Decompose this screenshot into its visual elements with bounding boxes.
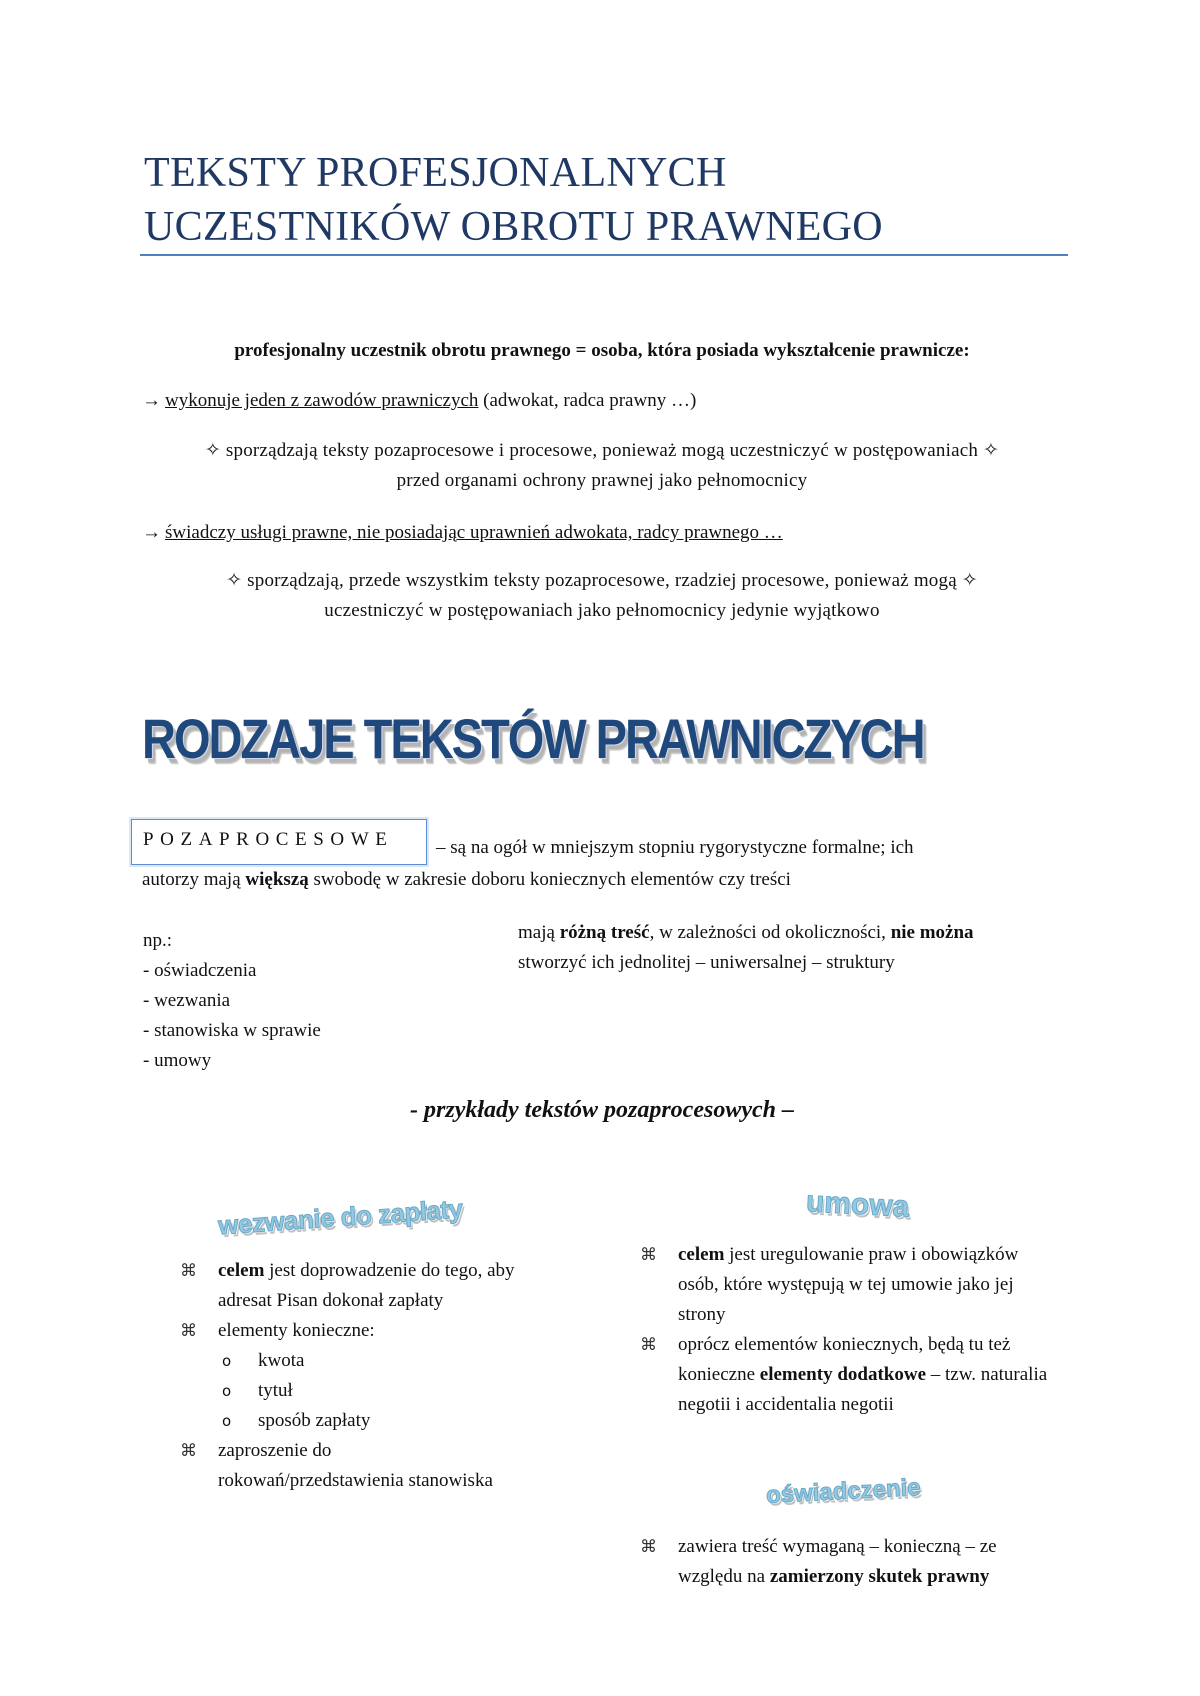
subitem-text: sposób zapłaty (258, 1410, 371, 1431)
section-title-wordart: RODZAJE TEKSTÓW PRAWNICZYCH (142, 707, 924, 770)
wezwanie-sublist (218, 1346, 618, 1436)
umowa-item1-line2: osób, które występują w tej umowie jako jej (678, 1274, 1014, 1295)
bullet-icon: ⌘ (640, 1245, 657, 1265)
sub-bullet-icon: o (222, 1352, 232, 1370)
bullet-icon: ⌘ (180, 1321, 197, 1341)
desc2-text-a: autorzy mają (142, 869, 246, 890)
wezwanie-item2-text: elementy konieczne: (218, 1320, 375, 1341)
list-item (180, 1256, 618, 1316)
group1-note-line1: ✧ sporządzają teksty pozaprocesowe i procesowe, ponieważ mogą uczestniczyć w postępowaniach ✧ (204, 440, 1000, 461)
content-variability-note (518, 918, 1078, 978)
umowa-item2-text-a: konieczne (678, 1364, 760, 1385)
list-item (222, 1346, 618, 1376)
group2-note-line2: uczestniczyć w postępowaniach jako pełnomocnicy jedynie wyjątkowo (324, 600, 880, 621)
umowa-item1-line3: strony (678, 1304, 726, 1325)
pozaprocesowe-description-line1: – są na ogół w mniejszym stopniu rygorystyczne formalne; ich (436, 837, 914, 858)
right-text-e: – struktury (807, 952, 895, 973)
umowa-heading-wordart: umowa (805, 1185, 911, 1224)
right-bold-1: różną treść (559, 922, 650, 943)
right-text-a: mają (518, 922, 560, 943)
title-underline-rule (140, 254, 1068, 256)
bullet-icon: ⌘ (180, 1261, 197, 1281)
bullet-icon: ⌘ (180, 1441, 197, 1461)
desc2-bold: większą (245, 869, 309, 890)
oswiadczenie-list (640, 1532, 1118, 1592)
group1-note-line2: przed organami ochrony prawnej jako pełnomocnicy (396, 470, 808, 491)
umowa-item2-bold: elementy dodatkowe (759, 1364, 926, 1385)
group2-underlined: świadczy usługi prawne, nie posiadając uprawnień adwokata, radcy prawnego … (165, 522, 783, 543)
wezwanie-item1-text2: adresat Pisan dokonał zapłaty (218, 1290, 444, 1311)
pozaprocesowe-word: POZAPROCESOWE (143, 829, 394, 850)
page-title (144, 146, 1064, 254)
arrow-right-icon: → (142, 522, 161, 543)
list-item: - oświadczenia (143, 960, 257, 981)
group2-note (140, 566, 1064, 626)
umowa-item1-bold: celem (678, 1244, 725, 1265)
list-item (222, 1406, 618, 1436)
list-item (180, 1316, 618, 1436)
bullet-icon: ⌘ (640, 1537, 657, 1557)
pozaprocesowe-description-line2 (142, 867, 791, 893)
group2-note-line1: ✧ sporządzają, przede wszystkim teksty pozaprocesowe, rzadziej procesowe, ponieważ mogą ✧ (226, 570, 978, 591)
wezwanie-item1-text: jest doprowadzenie do tego, aby (264, 1260, 515, 1281)
examples-caption: - przykłady tekstów pozaprocesowych – (410, 1097, 794, 1123)
subitem-text: tytuł (258, 1380, 293, 1401)
sub-bullet-icon: o (222, 1382, 232, 1400)
oswiadczenie-item1-text: względu na (678, 1566, 770, 1587)
group1-rest: (adwokat, radca prawny …) (478, 390, 697, 411)
list-item: - umowy (143, 1050, 212, 1071)
list-item (640, 1532, 1118, 1592)
oswiadczenie-heading-wordart: oświadczenie (765, 1473, 922, 1510)
list-item: - stanowiska w sprawie (143, 1020, 321, 1041)
umowa-item1-text: jest uregulowanie praw i obowiązków (724, 1244, 1019, 1265)
wezwanie-list (180, 1256, 618, 1496)
umowa-list (640, 1240, 1118, 1420)
desc2-text-b: swobodę w zakresie doboru koniecznych elementów czy treści (308, 869, 791, 890)
examples-list (143, 926, 321, 1076)
page-title-line2: UCZESTNIKÓW OBROTU PRAWNEGO (144, 204, 883, 250)
arrow-right-icon: → (142, 390, 161, 411)
list-item: - wezwania (143, 990, 231, 1011)
sub-bullet-icon: o (222, 1412, 232, 1430)
umowa-item2-line1: oprócz elementów koniecznych, będą tu też (678, 1334, 1011, 1355)
umowa-item2-line3: negotii i accidentalia negotii (678, 1394, 894, 1415)
group2-line (142, 520, 783, 546)
umowa-item2-text-b: – tzw. naturalia (926, 1364, 1048, 1385)
wezwanie-heading-wordart: wezwanie do zapłaty (217, 1193, 464, 1241)
oswiadczenie-item1-bold: zamierzony skutek prawny (769, 1566, 990, 1587)
list-item (640, 1240, 1118, 1330)
wezwanie-item1-bold: celem (218, 1260, 265, 1281)
right-note-line1 (518, 918, 1078, 948)
group1-note (140, 436, 1064, 496)
right-note-line2 (518, 948, 1078, 978)
subitem-text: kwota (258, 1350, 305, 1371)
list-item (222, 1376, 618, 1406)
list-item (180, 1436, 618, 1496)
page-title-line1: TEKSTY PROFESJONALNYCH (144, 150, 727, 196)
examples-label: np.: (143, 930, 173, 951)
wezwanie-item3-line2: rokowań/przedstawienia stanowiska (218, 1470, 493, 1491)
wezwanie-item3-line1: zaproszenie do (218, 1440, 332, 1461)
group1-line (142, 388, 696, 414)
list-item (640, 1330, 1118, 1420)
group1-underlined: wykonuje jeden z zawodów prawniczych (165, 390, 479, 411)
bullet-icon: ⌘ (640, 1335, 657, 1355)
right-text-d: uniwersalnej (710, 952, 808, 973)
right-text-c: stworzyć ich jednolitej – (518, 952, 711, 973)
oswiadczenie-item1-line1: zawiera treść wymaganą – konieczną – ze (678, 1536, 997, 1557)
right-text-b: , w zależności od okoliczności, (649, 922, 891, 943)
definition-text: profesjonalny uczestnik obrotu prawnego = osoba, która posiada wykształcenie prawnicze: (234, 340, 970, 361)
right-bold-2: nie można (890, 922, 974, 943)
